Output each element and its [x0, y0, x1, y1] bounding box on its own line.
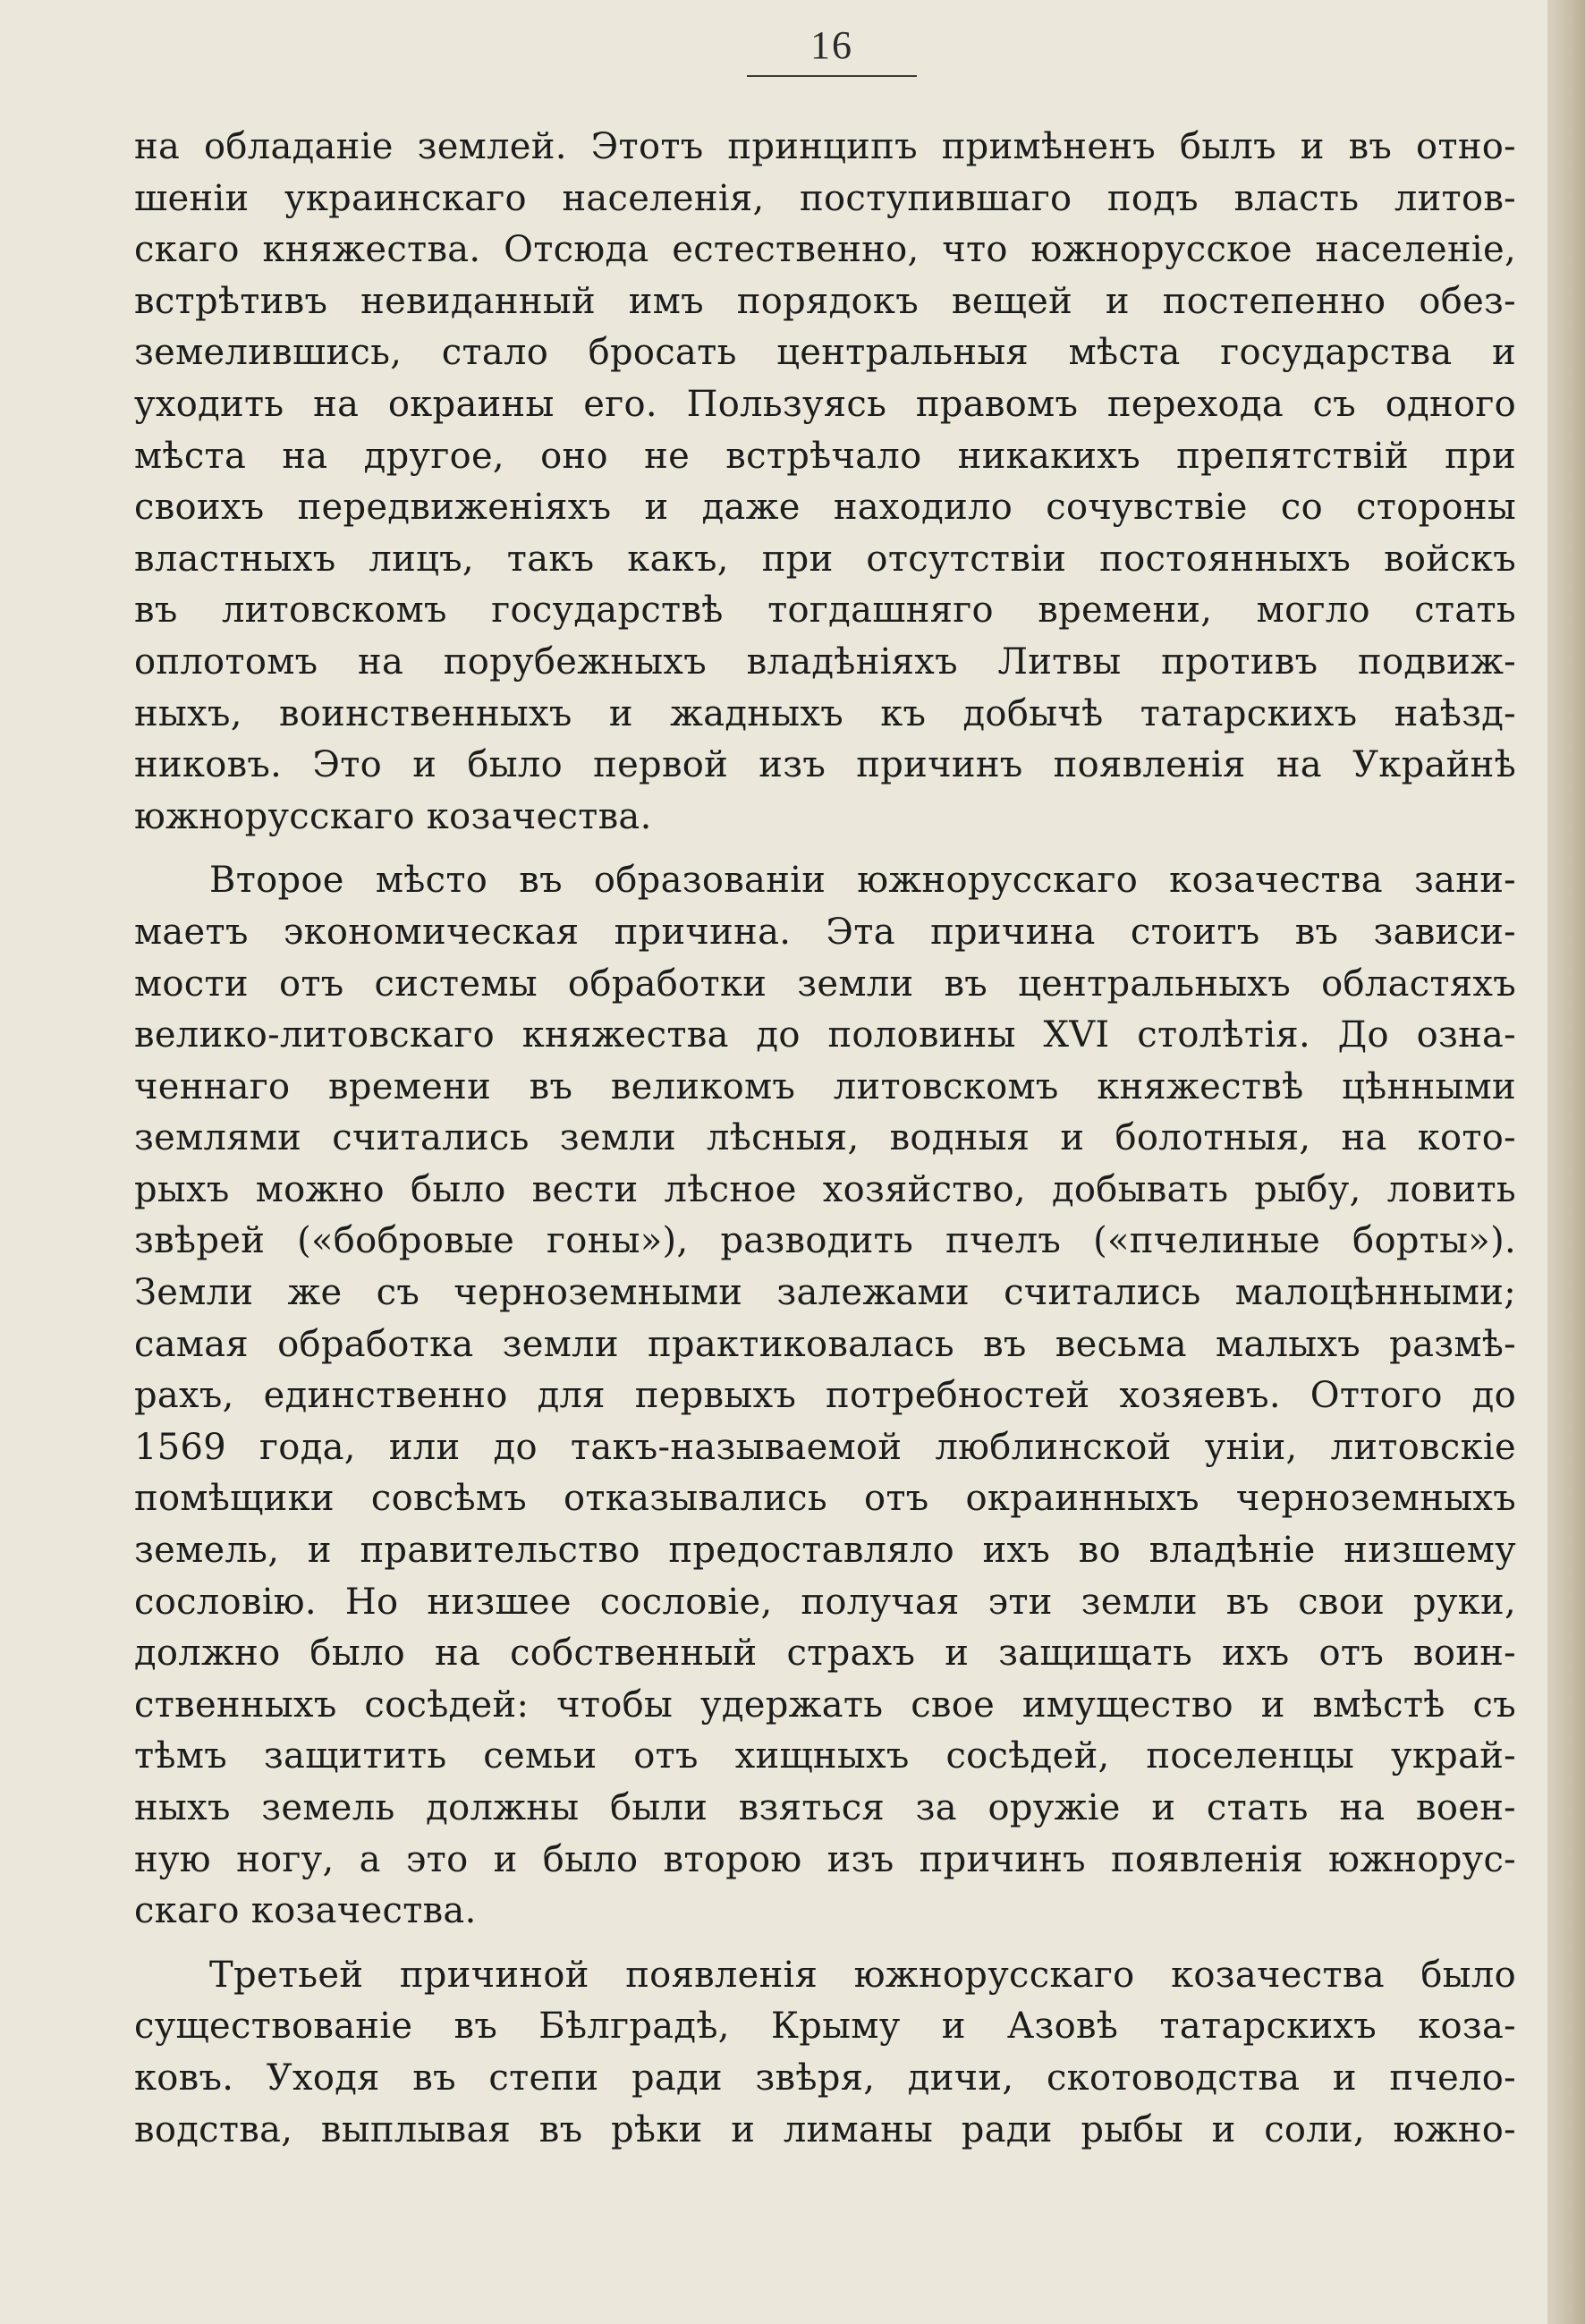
text-line: земелившись, стало бросать центральныя мѣста государства и: [134, 332, 1516, 374]
text-line: уходить на окраины его. Пользуясь правомъ перехода съ одного: [134, 383, 1516, 425]
text-line: своихъ передвиженіяхъ и даже находило сочувствіе со стороны: [134, 487, 1516, 529]
page-edge-shadow: [1547, 0, 1585, 2324]
text-line: въ литовскомъ государствѣ тогдашняго времени, могло стать: [134, 589, 1516, 632]
header-rule: [747, 75, 917, 77]
text-line: ковъ. Уходя въ степи ради звѣря, дичи, скотоводства и пчело-: [134, 2057, 1516, 2099]
text-line: Второе мѣсто въ образованіи южнорусскаго козачества зани-: [209, 860, 1516, 902]
text-line: рахъ, единственно для первыхъ потребностей хозяевъ. Оттого до: [134, 1375, 1516, 1417]
paragraph-gap: [134, 843, 1516, 855]
text-line: ственныхъ сосѣдей: чтобы удержать свое имущество и вмѣстѣ съ: [134, 1684, 1516, 1726]
text-line: мѣста на другое, оно не встрѣчало никакихъ препятствій при: [134, 435, 1516, 477]
text-line: ченнаго времени въ великомъ литовскомъ княжествѣ цѣнными: [134, 1065, 1516, 1107]
text-line: земель, и правительство предоставляло ихъ во владѣніе низшему: [134, 1530, 1516, 1572]
text-line: ныхъ земель должны были взяться за оружіе и стать на воен-: [134, 1787, 1516, 1828]
text-line: велико-литовскаго княжества до половины XVI столѣтія. До озна-: [134, 1014, 1516, 1056]
text-line: рыхъ можно было вести лѣсное хозяйство, добывать рыбу, ловить: [134, 1168, 1516, 1210]
text-line: землями считались земли лѣсныя, водныя и болотныя, на кото-: [134, 1117, 1516, 1159]
text-line: никовъ. Это и было первой изъ причинъ появленія на Украйнѣ: [134, 744, 1516, 786]
text-line: 1569 года, или до такъ-называемой люблинской уніи, литовскіе: [134, 1426, 1516, 1468]
text-line: самая обработка земли практиковалась въ весьма малыхъ размѣ-: [134, 1323, 1516, 1365]
text-line: помѣщики совсѣмъ отказывались отъ окраинныхъ черноземныхъ: [134, 1478, 1516, 1520]
paragraph: [134, 122, 1516, 843]
text-line: скаго козачества.: [134, 1890, 477, 1932]
text-line: на обладаніе землей. Этотъ принципъ примѣненъ былъ и въ отно-: [134, 126, 1516, 167]
text-line: Третьей причиной появленія южнорусскаго козачества было: [209, 1954, 1516, 1996]
text-line: шеніи украинскаго населенія, поступившаго подъ власть литов-: [134, 177, 1516, 219]
text-line: сословію. Но низшее сословіе, получая эти земли въ свои руки,: [134, 1581, 1516, 1623]
text-line: Земли же съ черноземными залежами считались малоцѣнными;: [134, 1272, 1516, 1314]
text-line: существованіе въ Бѣлградѣ, Крыму и Азовѣ татарскихъ коза-: [134, 2006, 1516, 2048]
page-header: [742, 23, 921, 77]
text-line: южнорусскаго козачества.: [134, 795, 652, 837]
text-line: оплотомъ на порубежныхъ владѣніяхъ Литвы противъ подвиж-: [134, 640, 1516, 683]
text-line: ныхъ, воинственныхъ и жадныхъ къ добычѣ татарскихъ наѣзд-: [134, 692, 1516, 734]
text-line: звѣрей («бобровые гоны»), разводить пчелъ («пчелиные борты»).: [134, 1220, 1516, 1262]
paragraph-gap: [134, 1938, 1516, 1950]
text-line: ную ногу, а это и было второю изъ причинъ появленія южнорус-: [134, 1838, 1516, 1880]
text-line: скаго княжества. Отсюда естественно, что южнорусское населеніе,: [134, 229, 1516, 271]
paragraph: [134, 855, 1516, 1937]
text-line: водства, выплывая въ рѣки и лиманы ради рыбы и соли, южно-: [134, 2108, 1516, 2150]
text-line: мости отъ системы обработки земли въ центральныхъ областяхъ: [134, 963, 1516, 1005]
body-text: [134, 122, 1516, 2156]
paragraph: [134, 1950, 1516, 2156]
text-line: должно было на собственный страхъ и защищать ихъ отъ воин-: [134, 1633, 1516, 1675]
page-number: 16: [810, 23, 853, 67]
text-line: тѣмъ защитить семьи отъ хищныхъ сосѣдей, поселенцы украй-: [134, 1735, 1516, 1777]
text-line: властныхъ лицъ, такъ какъ, при отсутствіи постоянныхъ войскъ: [134, 538, 1516, 580]
text-line: маетъ экономическая причина. Эта причина стоитъ въ зависи-: [134, 911, 1516, 953]
text-line: встрѣтивъ невиданный имъ порядокъ вещей и постепенно обез-: [134, 280, 1516, 322]
